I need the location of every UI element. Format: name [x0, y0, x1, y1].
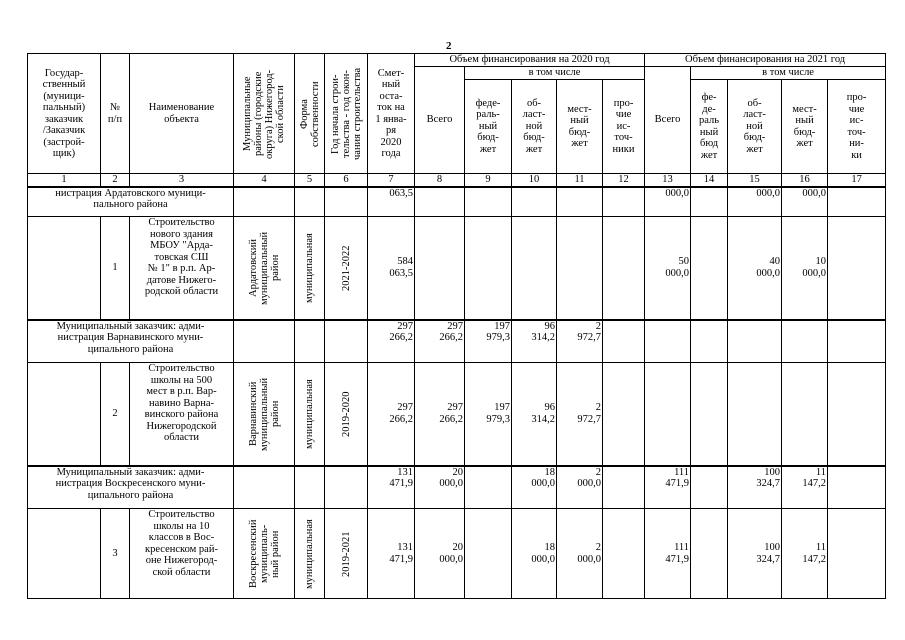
- local-2020-cell: 2 000,0: [557, 466, 603, 509]
- years-cell: 2019-2021: [340, 530, 352, 577]
- ownership-cell: муниципальная: [304, 232, 315, 303]
- page-number: 2: [446, 40, 452, 52]
- total-2020-cell: 297 266,2: [415, 363, 465, 466]
- header-fin-2021: Объем финансирования на 2021 год: [645, 54, 886, 67]
- total-2020-cell: 297 266,2: [415, 320, 465, 363]
- table-row: [28, 509, 886, 599]
- total-2021-cell: 50 000,0: [645, 217, 691, 320]
- local-2020-cell: 2 000,0: [557, 509, 603, 599]
- col-num: 11: [557, 174, 603, 187]
- total-2021-cell: 000,0: [645, 187, 691, 217]
- local-2021-cell: 000,0: [782, 187, 828, 217]
- district-cell: Воскресенский муниципаль- ный район: [247, 519, 281, 588]
- object-number: 3: [101, 509, 130, 599]
- years-cell: 2019-2020: [340, 391, 352, 437]
- header-regional-2020: об- ласт- ной бюд- жет: [512, 80, 557, 174]
- col-num: 16: [782, 174, 828, 187]
- header-local-2020: мест- ный бюд- жет: [557, 80, 603, 174]
- col-num: 8: [415, 174, 465, 187]
- estimate-cell: 131 471,9: [368, 466, 415, 509]
- header-estimate: Смет- ный оста- ток на 1 янва- ря 2020 года: [368, 54, 415, 174]
- years-cell: 2021-2022: [340, 245, 352, 291]
- estimate-cell: 063,5: [368, 187, 415, 217]
- header-total-2020: Всего: [415, 67, 465, 174]
- estimate-cell: 584 063,5: [368, 217, 415, 320]
- col-num: 7: [368, 174, 415, 187]
- total-2021-cell: 111 471,9: [645, 466, 691, 509]
- col-num: 14: [691, 174, 728, 187]
- header-districts: Муниципальные районы (городские округа) Нижегород- ской области: [242, 68, 286, 159]
- ownership-cell: муниципальная: [304, 378, 315, 449]
- col-num: 2: [101, 174, 130, 187]
- federal-2020-cell: 197 979,3: [465, 320, 512, 363]
- estimate-cell: 131 471,9: [368, 509, 415, 599]
- header-ownership: Форма собственности: [298, 80, 321, 147]
- object-name: Строительство нового здания МБОУ "Арда- товская СШ № 1" в р.п. Ар- датове Нижего- родской области: [130, 217, 234, 320]
- regional-2021-cell: 000,0: [728, 187, 782, 217]
- header-regional-2021: об- ласт- ной бюд- жет: [728, 80, 782, 174]
- local-2020-cell: 2 972,7: [557, 320, 603, 363]
- federal-2020-cell: 197 979,3: [465, 363, 512, 466]
- header-other-2021: про- чие ис- точ- ни- ки: [828, 80, 886, 174]
- table-row: [28, 466, 886, 509]
- table-row: [28, 187, 886, 217]
- header-object-name: Наименование объекта: [130, 54, 234, 174]
- col-num: 13: [645, 174, 691, 187]
- header-including-2020: в том числе: [465, 67, 645, 80]
- header-federal-2021: фе- де- раль ный бюд жет: [691, 80, 728, 174]
- header-years: Год начала строи- тельства - год окон- чания строительства: [329, 67, 363, 160]
- header-number: № п/п: [101, 54, 130, 174]
- col-num: 15: [728, 174, 782, 187]
- col-num: 3: [130, 174, 234, 187]
- regional-2020-cell: 96 314,2: [512, 320, 557, 363]
- estimate-cell: 297 266,2: [368, 320, 415, 363]
- regional-2021-cell: 100 324,7: [728, 509, 782, 599]
- col-num: 12: [603, 174, 645, 187]
- regional-2020-cell: 96 314,2: [512, 363, 557, 466]
- local-2020-cell: 2 972,7: [557, 363, 603, 466]
- table-row: [28, 217, 886, 320]
- header-including-2021: в том числе: [691, 67, 886, 80]
- col-num: 1: [28, 174, 101, 187]
- header-fin-2020: Объем финансирования на 2020 год: [415, 54, 645, 67]
- column-numbers-row: [28, 174, 886, 187]
- object-number: 2: [101, 363, 130, 466]
- total-2020-cell: 20 000,0: [415, 509, 465, 599]
- district-cell: Ардатовский муниципальный район: [247, 231, 281, 305]
- header-other-2020: про- чие ис- точ- ники: [603, 80, 645, 174]
- object-name: Строительство школы на 500 мест в р.п. Вар- навино Варна- винского района Нижегородской области: [130, 363, 234, 466]
- header-local-2021: мест- ный бюд- жет: [782, 80, 828, 174]
- regional-2020-cell: 18 000,0: [512, 509, 557, 599]
- financing-table: [27, 53, 886, 599]
- local-2021-cell: 11 147,2: [782, 466, 828, 509]
- header-total-2021: Всего: [645, 67, 691, 174]
- customer-cell: нистрация Ардатовского муници- пального района: [28, 187, 234, 217]
- ownership-cell: муниципальная: [304, 518, 315, 589]
- local-2021-cell: 10 000,0: [782, 217, 828, 320]
- estimate-cell: 297 266,2: [368, 363, 415, 466]
- customer-cell: Муниципальный заказчик: адми- нистрация Воскресенского муни- ципального района: [28, 466, 234, 509]
- col-num: 9: [465, 174, 512, 187]
- col-num: 5: [295, 174, 325, 187]
- customer-cell: Муниципальный заказчик: адми- нистрация Варнавинского муни- ципального района: [28, 320, 234, 363]
- table-row: [28, 320, 886, 363]
- object-number: 1: [101, 217, 130, 320]
- col-num: 4: [234, 174, 295, 187]
- regional-2021-cell: 40 000,0: [728, 217, 782, 320]
- district-cell: Варнавинский муниципальный район: [247, 377, 281, 451]
- total-2020-cell: 20 000,0: [415, 466, 465, 509]
- local-2021-cell: 11 147,2: [782, 509, 828, 599]
- table-row: [28, 363, 886, 466]
- col-num: 6: [325, 174, 368, 187]
- header-customer: Государ- ственный (муници- пальный) заказчик /Заказчик (застрой- щик): [28, 54, 101, 174]
- regional-2021-cell: 100 324,7: [728, 466, 782, 509]
- object-name: Строительство школы на 10 классов в Вос- кресенском рай- оне Нижегород- ской области: [130, 509, 234, 599]
- col-num: 17: [828, 174, 886, 187]
- total-2021-cell: 111 471,9: [645, 509, 691, 599]
- regional-2020-cell: 18 000,0: [512, 466, 557, 509]
- col-num: 10: [512, 174, 557, 187]
- header-federal-2020: феде- раль- ный бюд- жет: [465, 80, 512, 174]
